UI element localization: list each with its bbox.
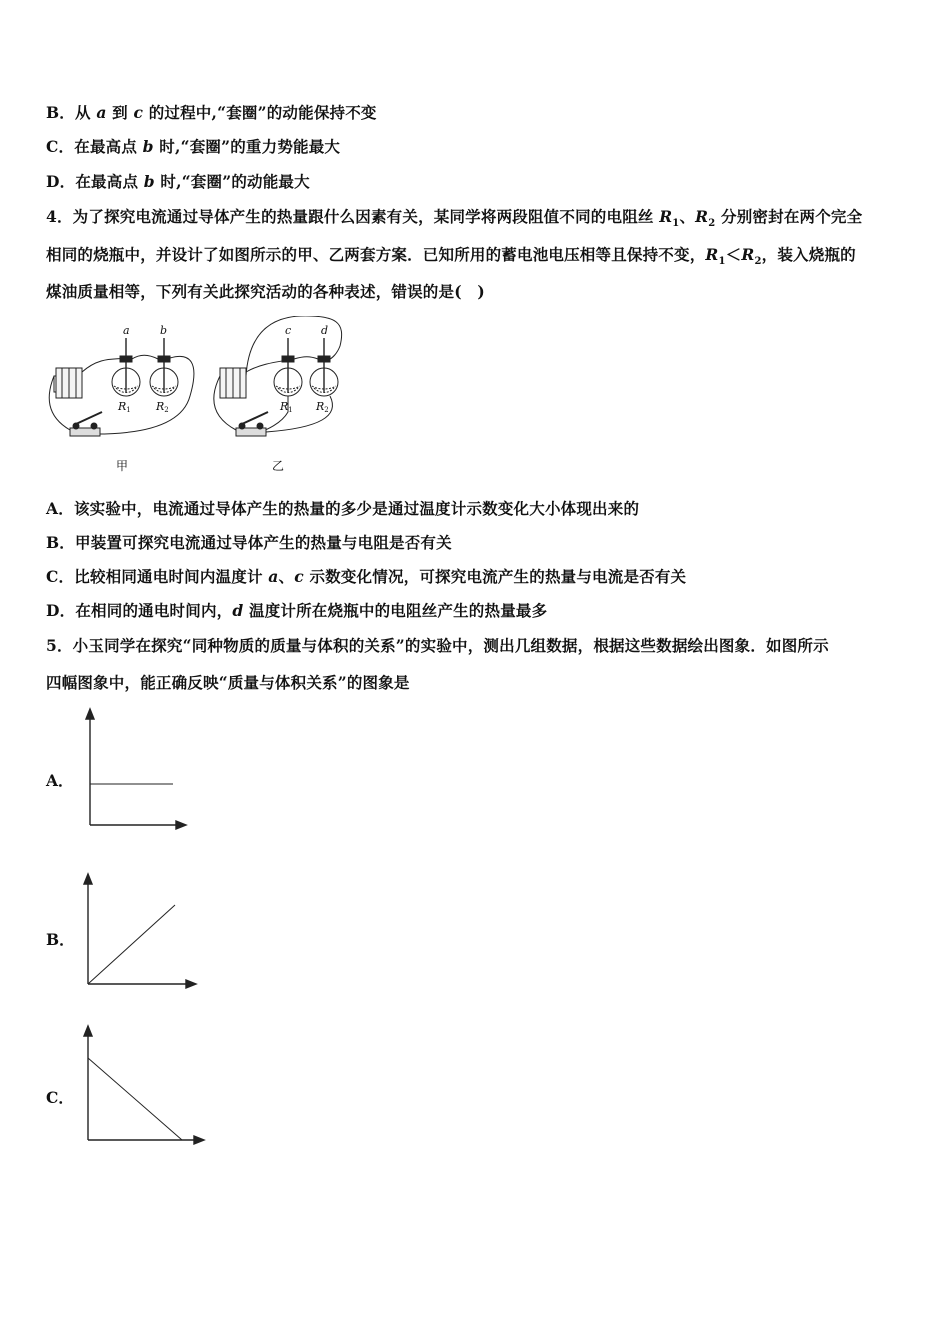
graph-a <box>80 705 190 833</box>
label-jia: 甲 <box>116 459 129 473</box>
label-r2-yi: R2 <box>316 400 329 414</box>
option-c-q4: C．比较相同通电时间内温度计 a、c 示数变化情况，可探究电流产生的热量与电流是否有关 <box>46 567 687 586</box>
setup-jia <box>49 338 194 436</box>
question-5-line1: 5．小玉同学在探究“同种物质的质量与体积的关系”的实验中，测出几组数据，根据这些数据绘出图象．如图所示 <box>46 636 829 655</box>
graph-b <box>78 870 200 992</box>
label-r2-jia: R2 <box>156 400 169 414</box>
question-4-line1: 4．为了探究电流通过导体产生的热量跟什么因素有关，某同学将两段阻值不同的电阻丝 $R_1$、$R_2$ 分别密封在两个完全 <box>46 207 863 230</box>
option-d-q3: D．在最高点 b 时,“套圈”的动能最大 <box>46 172 310 191</box>
label-a: a <box>123 324 130 337</box>
label-c: c <box>285 324 292 337</box>
option-a-q5: A． <box>46 771 74 790</box>
label-r1-jia: R1 <box>118 400 131 414</box>
label-b: b <box>160 324 168 337</box>
label-d: d <box>321 324 329 337</box>
circuit-figure <box>40 316 360 478</box>
option-c-q3: C．在最高点 b 时,“套圈”的重力势能最大 <box>46 137 341 156</box>
question-4-line2: 相同的烧瓶中，并设计了如图所示的甲、乙两套方案．已知所用的蓄电池电压相等且保持不变，$R_1<R_2$，装入烧瓶的 <box>46 245 856 268</box>
label-r1-yi: R1 <box>280 400 293 414</box>
option-b-q5: B． <box>46 930 75 949</box>
switch-icon <box>236 412 268 436</box>
question-4-line3: 煤油质量相等，下列有关此探究活动的各种表述，错误的是( ) <box>46 282 485 301</box>
graph-c <box>78 1022 208 1148</box>
option-d-q4: D．在相同的通电时间内，d 温度计所在烧瓶中的电阻丝产生的热量最多 <box>46 601 548 620</box>
option-a-q4: A．该实验中，电流通过导体产生的热量的多少是通过温度计示数变化大小体现出来的 <box>46 499 640 518</box>
option-c-q5: C． <box>46 1088 74 1107</box>
label-yi: 乙 <box>272 459 285 473</box>
option-b-q4: B．甲装置可探究电流通过导体产生的热量与电阻是否有关 <box>46 533 452 552</box>
question-5-line2: 四幅图象中，能正确反映“质量与体积关系”的图象是 <box>46 673 410 692</box>
option-b-q3: B．从 a 到 c 的过程中,“套圈”的动能保持不变 <box>46 103 377 122</box>
switch-icon <box>70 412 102 436</box>
